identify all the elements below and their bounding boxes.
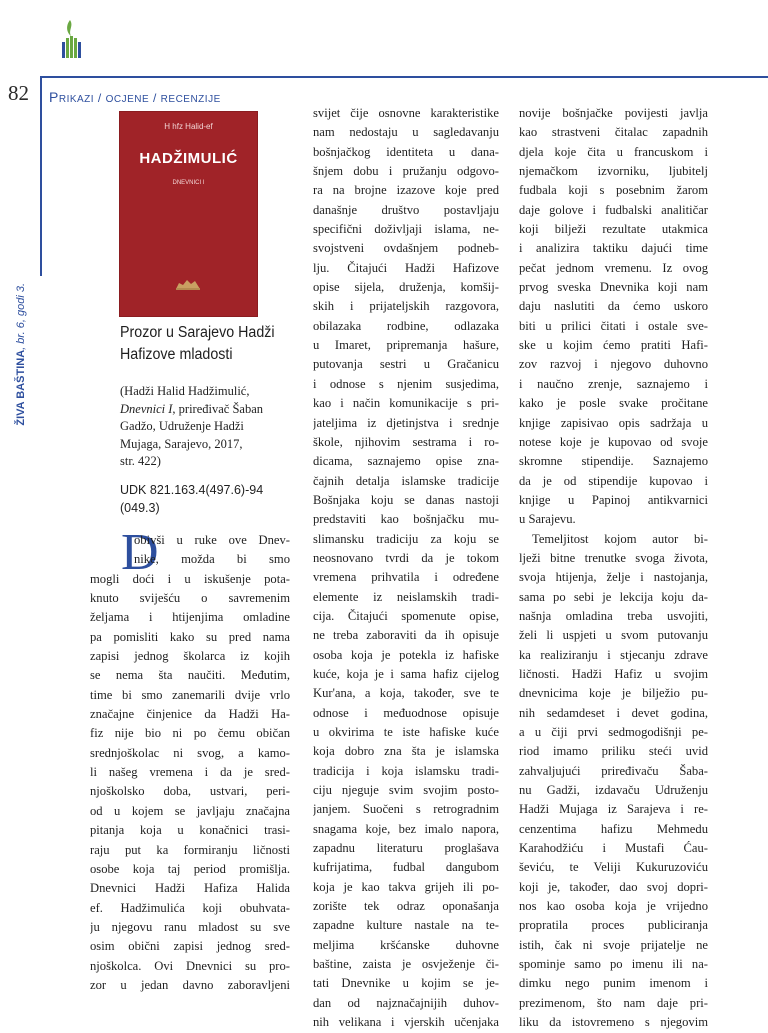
text-line: današnje društvo postavljaju xyxy=(313,202,499,217)
text-line: škole, njihovim sestrama i ro- xyxy=(313,434,499,449)
cover-title: HADŽIMULIĆ xyxy=(139,150,238,167)
text-line: li našeg vremena i da je sred- xyxy=(90,765,290,780)
section-title: PRIKAZI / OCJENE / RECENZIJE xyxy=(49,89,221,105)
text-line: osoba koja je potekla iz hafiske xyxy=(313,647,499,662)
text-line: istih, čak ni svoje prijatelje ne xyxy=(519,937,708,952)
text-line: raju put ka formiranju ličnosti xyxy=(90,842,290,857)
text-line: koja je kao takva grijeh ili po- xyxy=(313,879,499,894)
text-line: koja dobro zna šta je islamska xyxy=(313,744,499,759)
text-line: skih i prijateljskih razgovora, xyxy=(313,299,499,314)
text-line: fudbala koji s posebnim žarom xyxy=(519,183,708,198)
book-cover xyxy=(120,112,257,316)
text-line: biti u prilici čitati i ostale sve- xyxy=(519,318,708,333)
text-line: ra na brojne izazove koje pred xyxy=(313,183,499,198)
text-line: i odnose s njenim susjedima, xyxy=(313,376,499,391)
text-line: u Imaret, pripremanja hašure, xyxy=(313,338,499,353)
text-line: njoškolsko doba, ustvari, peri- xyxy=(90,784,290,799)
text-line: u okvirima te iste hafiske kuće xyxy=(313,725,499,739)
text-column-1 xyxy=(90,524,290,995)
text-line: notese koje je kupovao od svoje xyxy=(519,434,708,449)
text-line: svijet čije osnovne karakteristike xyxy=(313,106,499,120)
text-line: u Sarajevu. xyxy=(519,512,576,527)
text-line: nam nedostaju u sagledavanju xyxy=(313,125,499,140)
text-line: odnose i međuodnose opisuje xyxy=(313,705,499,720)
text-line: ličnosti. Hadži Hafiz u svojim xyxy=(519,666,708,681)
text-line: zahvaljujući priređivaču Šaba- xyxy=(519,763,708,778)
text-line: želi li uspjeti u svom putovanju xyxy=(519,628,708,643)
text-line: zorište tek odraz oponašanja xyxy=(313,899,499,914)
text-line: obilazaka rodbine, odlazaka xyxy=(313,318,499,333)
text-line: dimku nego punim imenom i xyxy=(519,976,708,991)
text-line: meljima kršćanske duhovne xyxy=(313,937,499,952)
text-line: Temeljitost kojom autor bi- xyxy=(532,531,708,546)
text-line: našnja omladina treba usvojiti, xyxy=(519,608,708,623)
text-line: cenzentima hafizu Mehmedu xyxy=(519,821,708,836)
text-line: nos kao osoba koja je vrijedno xyxy=(519,899,708,914)
text-line: pitanja koja u konačnici trasi- xyxy=(90,823,290,838)
text-line: lježi bitne trenutke svoga života, xyxy=(519,550,708,565)
text-line: Hadži Mujaga iz Sarajeva i re- xyxy=(519,802,708,817)
text-line: pečat jednom vremenu. Iz ovog xyxy=(519,260,708,275)
text-line: osim obični zapisi jednog sred- xyxy=(90,939,290,954)
text-line: dnevnicima koje je bilježio pu- xyxy=(519,686,708,701)
text-line: mogli doći i u iskušenje pota- xyxy=(90,571,290,586)
text-line: svoja htijenja, želje i nastojanja, xyxy=(519,570,708,585)
review-title: Prozor u Sarajevo Hadži Hafizove mladosti xyxy=(120,324,275,363)
text-line: ju njegovu ranu mladost su sve xyxy=(90,919,290,934)
margin-rule xyxy=(40,76,42,276)
text-line: od u kojem se javljaju značajna xyxy=(90,803,290,818)
text-line: zov razvoj i njegovo duhovno xyxy=(519,357,708,372)
text-line: šnjem dobu i pružanju odgovo- xyxy=(313,164,499,179)
text-line: opise sijela, druženja, komšij- xyxy=(313,280,499,295)
text-line: liku da istovremeno s njegovim xyxy=(519,1015,708,1030)
text-line: kufrijatima, fudbal dangubom xyxy=(313,860,499,875)
text-line: snagama koje, bez imalo napora, xyxy=(313,821,499,836)
text-line: ševiću, te Veliji Kukuruzoviću xyxy=(519,860,708,875)
text-line: djela koje čita u francuskom i xyxy=(519,144,708,159)
bibliographic-reference: (Hadži Halid Hadžimulić, Dnevnici I, priređivač Šaban Gadžo, Udruženje Hadži Mujaga, Sarajevo, 2017, str. 422) xyxy=(120,384,263,468)
text-line: ciju njeguje svim svojim posto- xyxy=(313,783,499,798)
text-line: kako je posle svake pročitane xyxy=(519,396,708,411)
text-column-2 xyxy=(313,104,499,1033)
text-line: novije bošnjačke povijesti javlja xyxy=(519,106,708,120)
text-line: ef. Hadžimulića koji obuhvata- xyxy=(90,900,290,915)
text-line: vremena prihvatila i određene xyxy=(313,570,499,585)
text-line: obivši u ruke ove Dnev- xyxy=(134,533,290,547)
text-line: propratila proces publiciranja xyxy=(519,918,708,933)
text-line: Kur'ana, a koja, također, sve te xyxy=(313,686,499,701)
text-line: srednjoškolac ni svog, a kamo- xyxy=(90,745,290,760)
text-line: prezimenom, što nam daje pri- xyxy=(519,995,708,1010)
text-line: putovanja sestri u Gračanicu xyxy=(313,357,499,372)
text-line: knjige u Papinoj antikvarnici xyxy=(519,492,708,507)
text-line: cija. Čitajući spomenute opise, xyxy=(313,608,499,623)
text-line: knuto sviješću o savremenim xyxy=(90,591,290,606)
text-line: fiz nije bio ni po čemu običan xyxy=(90,726,290,741)
text-line: željama i htijenjima omladine xyxy=(90,610,290,625)
text-line: tati Dnevnike u kojim se je- xyxy=(313,976,499,991)
text-line: nike, možda bi smo xyxy=(134,552,290,567)
text-line: Dnevnici Hadži Hafiza Halida xyxy=(90,881,290,896)
text-line: zapadne kulture nastale na te- xyxy=(313,918,499,933)
text-line: ka realiziranju i stjecanju zdrave xyxy=(519,647,708,662)
page-number: 82 xyxy=(8,81,29,105)
text-line: koji bilježi rezultate utakmica xyxy=(519,222,708,237)
text-line: osobe koja taj period promišlja. xyxy=(90,861,290,876)
cover-ornament-icon xyxy=(175,277,201,291)
text-line: Bošnjaka koju se danas nastoji xyxy=(313,492,499,507)
text-line: kao strastveni čitalac zapadnih xyxy=(519,125,708,140)
journal-running-head: ŽIVA BAŠTINA, br. 6, godi 3. xyxy=(15,283,27,426)
journal-logo-icon xyxy=(60,18,84,60)
text-line: daje golove i fudbalski analitičar xyxy=(519,202,708,217)
text-line: neosnovano tvrdi da je tokom xyxy=(313,550,499,565)
text-line: dicama, saznajemo opise zna- xyxy=(313,454,499,469)
text-line: zapisi jednog školarca iz kojih xyxy=(90,649,290,664)
text-line: čajnih detalja islamske tradicije xyxy=(313,473,499,488)
text-line: kuće, koja je i sama hafiz cijelog xyxy=(313,666,499,681)
text-column-3 xyxy=(519,104,708,1033)
text-line: nih sedamdeset i devet godina, xyxy=(519,705,708,720)
text-line: ske u kojim ćemo pratiti Hafi- xyxy=(519,338,708,353)
text-line: da je od stipendije kupovao i xyxy=(519,473,708,488)
text-line: svojstveni ovdašnjem podneb- xyxy=(313,241,499,256)
text-line: ne treba zaboraviti da ih opisuje xyxy=(313,628,499,643)
text-line: zapadnu literaturu proglašava xyxy=(313,841,499,856)
text-line: i analizira taktiku dajući time xyxy=(519,241,708,256)
text-line: njoškolca. Ovi Dnevnici su pro- xyxy=(90,958,290,973)
text-line: tradicija i koja islamsku tradi- xyxy=(313,763,499,778)
text-line: janjem. Suočeni s retrogradnim xyxy=(313,802,499,817)
text-line: time bi smo zanemarili dvije vrlo xyxy=(90,687,290,702)
text-line: koji je, također, dao svoj dopri- xyxy=(519,879,708,894)
text-line: spominje samo po imenu ili na- xyxy=(519,957,708,972)
text-line: slimansku tradiciju za koju se xyxy=(313,531,499,546)
text-line: baštine, zaista je osvježenje či- xyxy=(313,957,499,972)
header-rule xyxy=(40,76,768,78)
text-line: nu Gadži, izdavaču Udruženju xyxy=(519,783,708,798)
text-line: bošnjačkog identiteta u dana- xyxy=(313,144,499,159)
cover-subtitle: DNEVNICI I xyxy=(172,180,205,186)
text-line: predstaviti kao bošnjačku mu- xyxy=(313,512,499,527)
text-line: knjige zapisivao opis sadržaja u xyxy=(519,415,708,430)
text-line: specifični doživljaji islama, ne- xyxy=(313,222,499,237)
text-line: kao i način komunikacije s pri- xyxy=(313,396,499,411)
text-line: Karahodžiću i Mustafi Ćau- xyxy=(519,841,708,856)
text-line: se nema šta naučiti. Međutim, xyxy=(90,668,290,683)
text-line: nih velikana i vjerskih učenjaka xyxy=(313,1015,499,1030)
text-line: i naučno zrenje, saznajemo i xyxy=(519,376,708,391)
text-line: daju naslutiti da ćemo uskoro xyxy=(519,299,708,314)
text-line: jateljima iz djetinjstva i srednje xyxy=(313,415,499,430)
text-line: riod imamo priliku steći uvid xyxy=(519,744,708,759)
text-line: a u čiji prvi sedmogodišnji pe- xyxy=(519,725,708,739)
text-line: sama po sebi je lekcija koju da- xyxy=(519,589,708,604)
text-line: lju. Čitajući Hadži Hafizove xyxy=(313,260,499,275)
text-line: dan od najznačajnijih duhov- xyxy=(313,995,499,1010)
text-line: zor u jedan davno zaboravljeni xyxy=(90,977,290,992)
text-line: skromne stipendije. Saznajemo xyxy=(519,454,708,469)
text-line: prvog sveska Dnevnika koji nam xyxy=(519,280,708,295)
text-line: pa pomisliti kako su pred nama xyxy=(90,629,290,644)
text-line: elemente iz neislamskih tradi- xyxy=(313,589,499,604)
udk-classification: UDK 821.163.4(497.6)-94 (049.3) xyxy=(120,483,264,515)
drop-cap: D xyxy=(121,524,159,581)
cover-author: H hfz Halid-ef xyxy=(164,122,213,131)
text-line: značajne činjenice da Hadži Ha- xyxy=(90,707,290,722)
text-line: njemačkom izvorniku, ljubitelj xyxy=(519,164,708,179)
